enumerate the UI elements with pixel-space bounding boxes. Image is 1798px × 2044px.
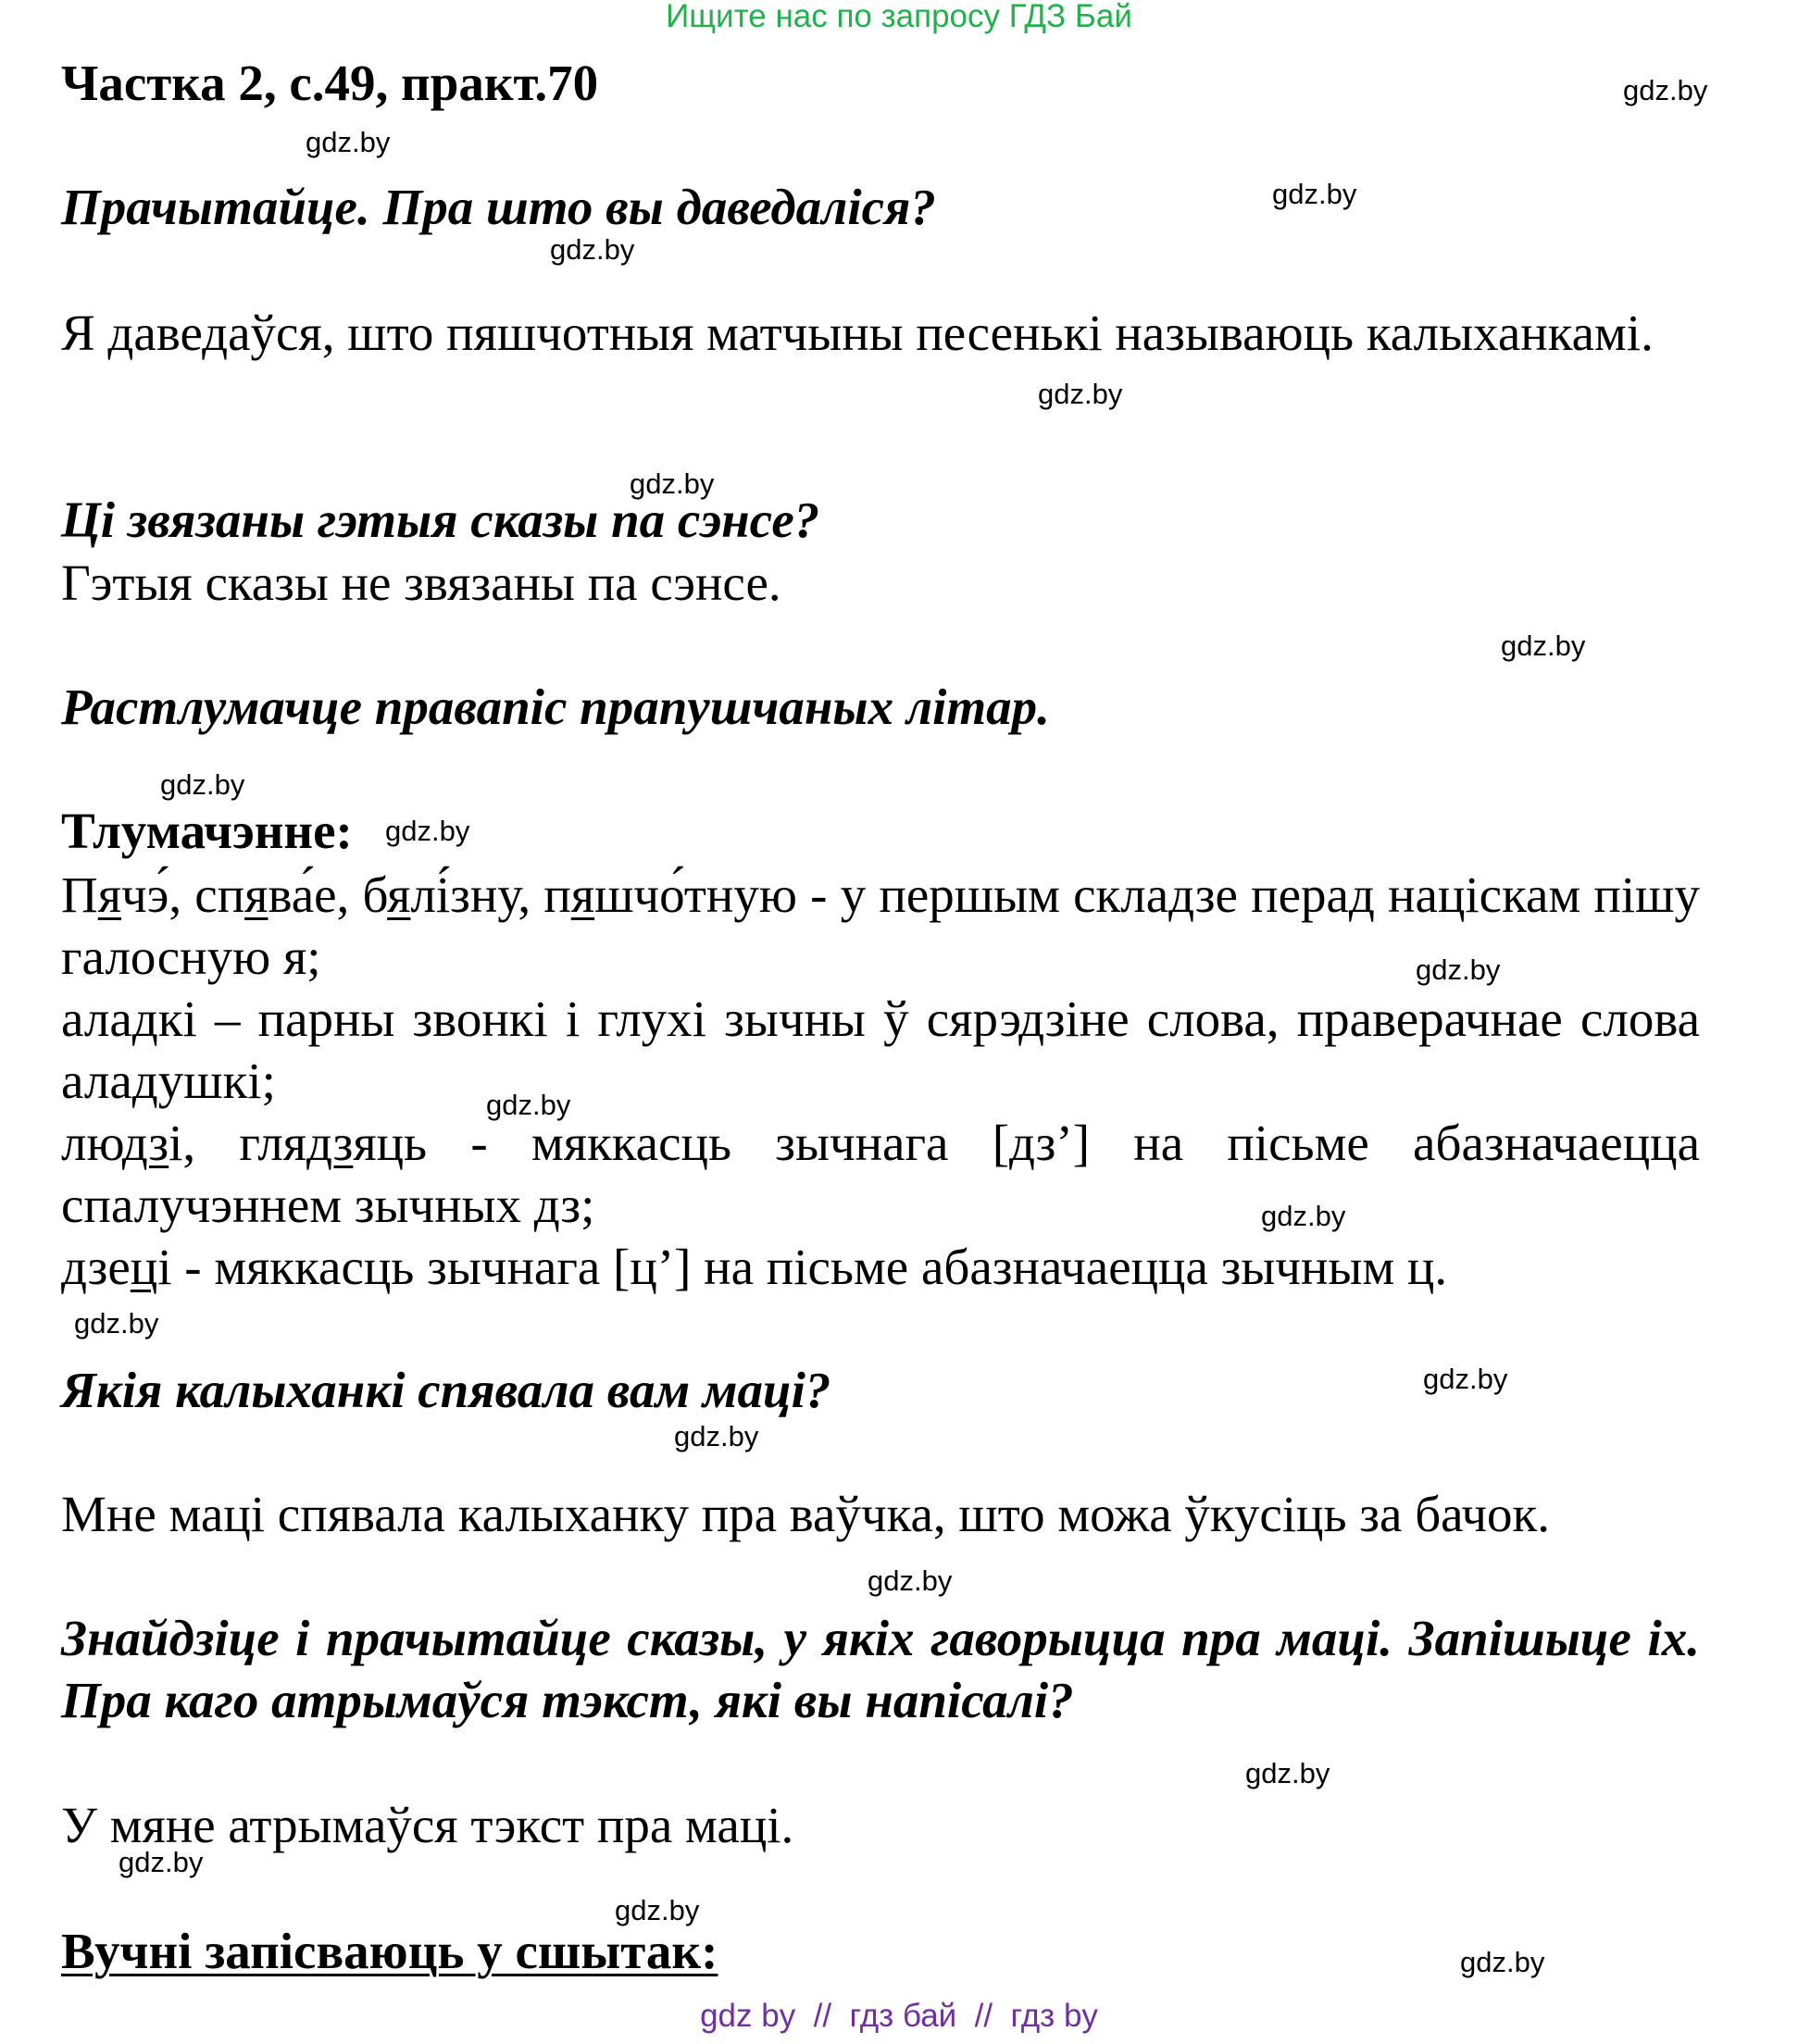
watermark: gdz.by [674,1420,759,1452]
notebook-heading: Вучні запісваюць у сшытак: [61,1923,718,1979]
answer-lullabies: Мне маці спявала калыханку пра ваўчка, што можа ўкусіць за бачок. [61,1486,1551,1542]
explanation-3: людзі, глядзяць - мяккасць зычнага [дз’] на пісьме абазначаецца спалучэннем зычных дз; [61,1115,1700,1233]
explanation-heading: Тлумачэнне: [61,803,353,859]
watermark: gdz.by [1038,378,1123,410]
question-connected: Ці звязаны гэтыя сказы па сэнсе? [61,492,820,548]
watermark: gdz.by [119,1846,204,1878]
watermark: gdz.by [1261,1200,1346,1232]
watermark: gdz.by [486,1089,571,1121]
watermark: gdz.by [1416,953,1501,986]
watermark: gdz.by [1245,1757,1330,1789]
question-explain: Растлумачце правапіс прапушчаных літар. [61,679,1050,735]
explanation-4: дзеці - мяккасць зычнага [ц’] на пісьме абазначаецца зычным ц. [61,1239,1448,1295]
watermark: gdz.by [1272,178,1357,210]
page-title: Частка 2, с.49, практ.70 [61,55,599,111]
footer-links: gdz by // гдз бай // гдз by [700,1998,1098,2034]
question-find-sentences: Знайдзіце і прачытайце сказы, у якіх гаворыцца пра маці. Запішыце іх. Пра каго атрымаўся тэкст, які вы напісалі? [61,1610,1700,1728]
explanation-1: Пячэ́, спява́е, бялі́зну, пяшчо́тную - у першым складзе перад націскам пішу галосную я; [61,866,1701,985]
watermark: gdz.by [306,126,391,158]
watermark: gdz.by [1501,629,1586,662]
question-lullabies: Якія калыханкі спявала вам маці? [61,1362,831,1418]
watermark: gdz.by [74,1307,159,1340]
watermark: gdz.by [160,768,245,801]
watermark: gdz.by [615,1894,700,1926]
promo-banner: Ищите нас по запросу ГДЗ Бай [666,0,1132,34]
explanation-2: аладкі – парны звонкі і глухі зычны ў сярэдзіне слова, праверачнае слова аладушкі; [61,991,1700,1109]
question-read: Прачытайце. Пра што вы даведаліся? [61,179,936,235]
answer-connected: Гэтыя сказы не звязаны па сэнсе. [61,555,781,611]
watermark: gdz.by [385,815,470,847]
watermark: gdz.by [868,1564,953,1597]
watermark: gdz.by [550,233,635,266]
watermark: gdz.by [1460,1946,1545,1978]
watermark: gdz.by [1623,74,1708,106]
watermark: gdz.by [630,467,715,500]
answer-find-sentences: У мяне атрымаўся тэкст пра маці. [61,1797,794,1853]
watermark: gdz.by [1423,1363,1508,1395]
answer-read: Я даведаўся, што пяшчотныя матчыны песенькі называюць калыханкамі. [61,305,1654,361]
